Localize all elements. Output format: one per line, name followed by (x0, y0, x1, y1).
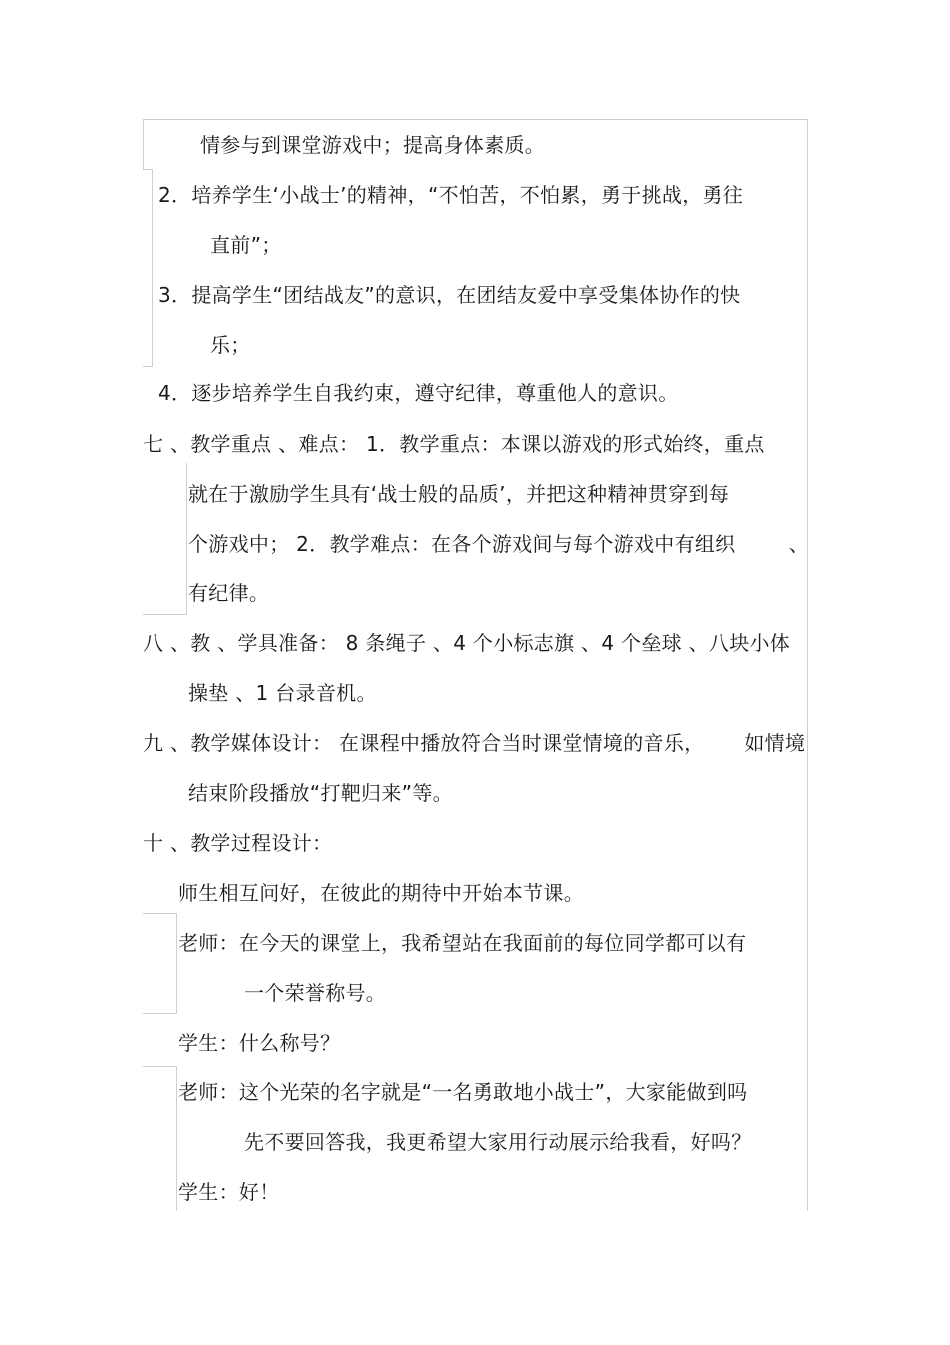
section-7-heading: 七 、教学重点 、难点： 1．教学重点：本课以游戏的形式始终，重点 (143, 432, 765, 456)
section-8-heading: 八 、教 、学具准备： 8 条绳子 、4 个小标志旗 、4 个垒球 、八块小体 (143, 631, 791, 655)
table-border-left-upper (143, 119, 144, 169)
teacher-line-2-continued: 先不要回答我，我更希望大家用行动展示给我看，好吗？ (244, 1130, 752, 1154)
objective-2: 2．培养学生‘小战士’的精神，“不怕苦，不怕累，勇于挑战，勇往 (158, 183, 744, 207)
objective-3: 3．提高学生“团结战友”的意识，在团结友爱中享受集体协作的快 (158, 283, 741, 307)
cell-border-dialogue-1-bottom (143, 1013, 177, 1014)
table-border-right (807, 119, 808, 1211)
teacher-line-1: 老师：在今天的课堂上，我希望站在我面前的每位同学都可以有 (178, 931, 747, 955)
cell-border-bracket-1-top (143, 169, 153, 170)
section-7-line-3: 个游戏中； 2．教学难点：在各个游戏间与每个游戏中有组织 、 (188, 532, 810, 556)
teacher-line-1-continued: 一个荣誉称号。 (244, 981, 387, 1005)
cell-border-bracket-1 (152, 169, 153, 367)
cell-border-dialogue-2 (176, 1066, 177, 1211)
cell-border-dialogue-2-top (143, 1066, 177, 1067)
section-10-heading: 十 、教学过程设计： (143, 831, 333, 855)
objective-4: 4．逐步培养学生自我约束，遵守纪律，尊重他人的意识。 (158, 381, 679, 405)
student-line-1: 学生：什么称号？ (178, 1031, 341, 1055)
objective-2-continued: 直前”； (210, 233, 282, 257)
objective-1-continued: 情参与到课堂游戏中；提高身体素质。 (200, 133, 546, 157)
table-border-top (143, 119, 808, 120)
cell-border-dialogue-1 (176, 913, 177, 1013)
section-9-line-2: 结束阶段播放“打靶归来”等。 (188, 781, 453, 805)
cell-border-section-7-bottom (143, 614, 187, 615)
section-9-heading: 九 、教学媒体设计： 在课程中播放符合当时课堂情境的音乐， 如情境 (143, 731, 806, 755)
section-7-line-4: 有纪律。 (188, 581, 270, 605)
cell-border-section-7 (186, 463, 187, 615)
section-7-line-2: 就在于激励学生具有‘战士般的品质’，并把这种精神贯穿到每 (188, 482, 730, 506)
greeting-line: 师生相互问好，在彼此的期待中开始本节课。 (178, 881, 584, 905)
objective-3-continued: 乐； (210, 333, 251, 357)
teacher-line-2: 老师：这个光荣的名字就是“一名勇敢地小战士”，大家能做到吗 (178, 1080, 748, 1104)
section-8-line-2: 操垫 、1 台录音机。 (188, 681, 377, 705)
student-line-2: 学生：好！ (178, 1180, 280, 1204)
cell-border-bracket-1-bottom (143, 366, 153, 367)
cell-border-dialogue-1-top (143, 913, 177, 914)
